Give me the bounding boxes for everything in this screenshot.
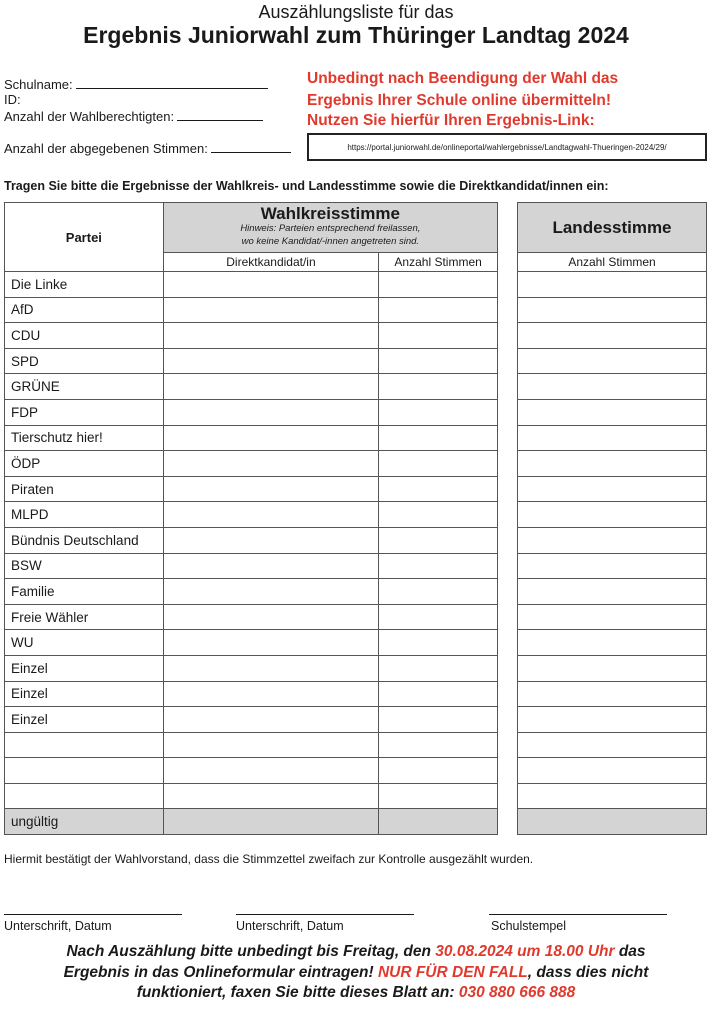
state-row	[518, 348, 707, 374]
state-votes-cell[interactable]	[518, 297, 707, 323]
party-row	[5, 425, 498, 451]
state-row	[518, 681, 707, 707]
constituency-votes-cell[interactable]	[379, 707, 498, 733]
candidate-cell[interactable]	[163, 707, 379, 733]
candidate-cell[interactable]	[163, 272, 379, 298]
party-row	[5, 297, 498, 323]
party-name: Bündnis Deutschland	[5, 527, 164, 553]
party-name: Freie Wähler	[5, 604, 164, 630]
candidate-cell[interactable]	[163, 579, 379, 605]
state-row	[518, 374, 707, 400]
constituency-votes-cell[interactable]	[379, 732, 498, 758]
party-name: CDU	[5, 323, 164, 349]
party-row	[5, 272, 498, 298]
candidate-cell[interactable]	[163, 451, 379, 477]
party-row	[5, 655, 498, 681]
candidate-cell[interactable]	[163, 348, 379, 374]
candidate-cell[interactable]	[163, 604, 379, 630]
constituency-votes-cell[interactable]	[379, 681, 498, 707]
constituency-votes-cell[interactable]	[379, 272, 498, 298]
party-name: Einzel	[5, 707, 164, 733]
party-name: WU	[5, 630, 164, 656]
invalid-row	[5, 809, 498, 835]
candidate-cell[interactable]	[163, 374, 379, 400]
candidate-cell[interactable]	[163, 502, 379, 528]
constituency-hint-line2: wo keine Kandidat/-innen angetreten sind.	[241, 236, 420, 247]
state-votes-cell[interactable]	[518, 809, 707, 835]
state-votes-cell[interactable]	[518, 451, 707, 477]
party-name: BSW	[5, 553, 164, 579]
votes-cast-label: Anzahl der abgegebenen Stimmen:	[4, 141, 208, 156]
state-row	[518, 630, 707, 656]
stamp-line[interactable]	[489, 914, 667, 915]
candidate-column-header: Direktkandidat/in	[163, 253, 379, 272]
candidate-cell[interactable]	[163, 323, 379, 349]
state-votes-cell[interactable]	[518, 425, 707, 451]
party-name: FDP	[5, 399, 164, 425]
state-votes-cell[interactable]	[518, 579, 707, 605]
party-name: Die Linke	[5, 272, 164, 298]
party-row	[5, 374, 498, 400]
instruction-text: Tragen Sie bitte die Ergebnisse der Wahlkreis- und Landesstimme sowie die Direktkandidat/innen ein:	[4, 179, 609, 193]
constituency-votes-cell[interactable]	[379, 323, 498, 349]
state-row	[518, 758, 707, 784]
footer-notice	[0, 942, 712, 1004]
schoolname-label: Schulname:	[4, 77, 73, 92]
fax-number: 030 880 666 888	[458, 984, 576, 1001]
party-name: SPD	[5, 348, 164, 374]
party-row	[5, 579, 498, 605]
footer-text-1: Nach Auszählung bitte unbedingt bis Freitag, den	[66, 943, 436, 960]
constituency-votes-cell[interactable]	[379, 809, 498, 835]
candidate-cell[interactable]	[163, 809, 379, 835]
constituency-votes-cell[interactable]	[379, 502, 498, 528]
constituency-hint-line1: Hinweis: Parteien entsprechend freilassen,	[240, 223, 421, 234]
party-row	[5, 399, 498, 425]
state-row	[518, 655, 707, 681]
state-row	[518, 604, 707, 630]
party-row	[5, 323, 498, 349]
party-row	[5, 630, 498, 656]
state-row	[518, 399, 707, 425]
signature-label-2: Unterschrift, Datum	[236, 919, 344, 933]
constituency-title: Wahlkreisstimme	[260, 204, 400, 223]
constituency-votes-cell[interactable]	[379, 425, 498, 451]
state-votes-cell[interactable]	[518, 476, 707, 502]
candidate-cell[interactable]	[163, 297, 379, 323]
notice-line2: Ergebnis Ihrer Schule online übermitteln!	[307, 92, 612, 109]
state-votes-cell[interactable]	[518, 783, 707, 809]
footer-text-3: Ergebnis in das Onlineformular eintragen!	[63, 963, 378, 981]
party-name: Piraten	[5, 476, 164, 502]
constituency-votes-cell[interactable]	[379, 553, 498, 579]
state-row	[518, 527, 707, 553]
state-votes-cell[interactable]	[518, 758, 707, 784]
confirmation-text: Hiermit bestätigt der Wahlvorstand, dass die Stimmzettel zweifach zur Kontrolle ausgezählt wurden.	[4, 852, 534, 866]
party-name: MLPD	[5, 502, 164, 528]
eligible-voters-field[interactable]	[4, 108, 263, 124]
constituency-table	[4, 202, 498, 835]
state-row	[518, 297, 707, 323]
form-title: Ergebnis Juniorwahl zum Thüringer Landtag 2024	[83, 22, 629, 48]
constituency-votes-cell[interactable]	[379, 476, 498, 502]
state-votes-cell[interactable]	[518, 630, 707, 656]
stamp-label: Schulstempel	[491, 919, 567, 933]
constituency-header	[163, 203, 497, 253]
party-header: Partei	[5, 203, 164, 272]
state-votes-cell[interactable]	[518, 374, 707, 400]
votes-cast-line	[211, 140, 291, 153]
party-name: Familie	[5, 579, 164, 605]
candidate-cell[interactable]	[163, 399, 379, 425]
form-title-line1: Auszählungsliste für das	[258, 2, 454, 22]
party-name	[5, 758, 164, 784]
party-name: Einzel	[5, 681, 164, 707]
constituency-votes-cell[interactable]	[379, 758, 498, 784]
party-name: Einzel	[5, 655, 164, 681]
state-votes-cell[interactable]	[518, 323, 707, 349]
constituency-votes-cell[interactable]	[379, 297, 498, 323]
party-row	[5, 707, 498, 733]
state-votes-cell[interactable]	[518, 502, 707, 528]
party-name: Tierschutz hier!	[5, 425, 164, 451]
state-vote-header: Landesstimme	[518, 203, 707, 253]
constituency-votes-cell[interactable]	[379, 579, 498, 605]
state-row	[518, 732, 707, 758]
state-vote-table	[517, 202, 707, 835]
signature-line-2[interactable]	[236, 914, 414, 915]
footer-text-2: das	[614, 943, 646, 960]
state-row	[518, 451, 707, 477]
state-row	[518, 272, 707, 298]
state-row	[518, 425, 707, 451]
state-row	[518, 707, 707, 733]
candidate-cell[interactable]	[163, 732, 379, 758]
signature-label-1: Unterschrift, Datum	[4, 919, 112, 933]
result-link-box[interactable]	[307, 133, 707, 161]
state-votes-cell[interactable]	[518, 553, 707, 579]
party-row	[5, 348, 498, 374]
votes-cast-field[interactable]	[4, 140, 291, 156]
state-votes-cell[interactable]	[518, 348, 707, 374]
state-row	[518, 323, 707, 349]
footer-line1	[0, 942, 712, 963]
party-row	[5, 476, 498, 502]
state-row	[518, 502, 707, 528]
state-row	[518, 476, 707, 502]
party-name	[5, 783, 164, 809]
eligible-voters-line	[177, 108, 263, 121]
candidate-cell[interactable]	[163, 758, 379, 784]
party-row	[5, 783, 498, 809]
constituency-votes-cell[interactable]	[379, 604, 498, 630]
constituency-votes-cell[interactable]	[379, 783, 498, 809]
state-votes-column-header: Anzahl Stimmen	[518, 253, 707, 272]
id-label: ID:	[4, 92, 21, 107]
invalid-state-row	[518, 809, 707, 835]
notice-line3: Nutzen Sie hierfür Ihren Ergebnis-Link:	[307, 112, 595, 129]
constituency-votes-cell[interactable]	[379, 451, 498, 477]
constituency-votes-cell[interactable]	[379, 655, 498, 681]
state-row	[518, 579, 707, 605]
footer-text-4: , dass dies nicht	[527, 963, 649, 981]
state-votes-cell[interactable]	[518, 527, 707, 553]
state-row	[518, 553, 707, 579]
state-votes-cell[interactable]	[518, 681, 707, 707]
candidate-cell[interactable]	[163, 476, 379, 502]
schoolname-field[interactable]	[4, 76, 268, 92]
candidate-cell[interactable]	[163, 527, 379, 553]
eligible-voters-label: Anzahl der Wahlberechtigten:	[4, 109, 175, 124]
notice-line1: Unbedingt nach Beendigung der Wahl das	[307, 70, 619, 87]
party-row	[5, 681, 498, 707]
party-row	[5, 758, 498, 784]
state-row	[518, 783, 707, 809]
candidate-cell[interactable]	[163, 783, 379, 809]
party-name: GRÜNE	[5, 374, 164, 400]
constituency-votes-cell[interactable]	[379, 374, 498, 400]
state-votes-cell[interactable]	[518, 272, 707, 298]
constituency-votes-column-header: Anzahl Stimmen	[379, 253, 498, 272]
signature-line-1[interactable]	[4, 914, 182, 915]
result-link[interactable]: https://portal.juniorwahl.de/onlineportal/wahlergebnisse/Landtagwahl-Thueringen-2024/29/	[347, 142, 667, 152]
party-name	[5, 732, 164, 758]
party-row	[5, 553, 498, 579]
constituency-votes-cell[interactable]	[379, 399, 498, 425]
party-row	[5, 527, 498, 553]
invalid-label: ungültig	[5, 809, 164, 835]
candidate-cell[interactable]	[163, 425, 379, 451]
only-if-warning: NUR FÜR DEN FALL	[377, 963, 528, 981]
constituency-votes-cell[interactable]	[379, 527, 498, 553]
party-name: AfD	[5, 297, 164, 323]
party-row	[5, 732, 498, 758]
party-name: ÖDP	[5, 451, 164, 477]
party-row	[5, 451, 498, 477]
state-votes-cell[interactable]	[518, 707, 707, 733]
state-votes-cell[interactable]	[518, 604, 707, 630]
constituency-votes-cell[interactable]	[379, 630, 498, 656]
candidate-cell[interactable]	[163, 681, 379, 707]
footer-line3	[0, 983, 712, 1004]
state-votes-cell[interactable]	[518, 732, 707, 758]
deadline: 30.08.2024 um 18.00 Uhr	[435, 943, 615, 960]
footer-text-5: funktioniert, faxen Sie bitte dieses Blatt an:	[136, 984, 459, 1001]
schoolname-line	[76, 76, 268, 89]
state-votes-cell[interactable]	[518, 655, 707, 681]
state-votes-cell[interactable]	[518, 399, 707, 425]
candidate-cell[interactable]	[163, 553, 379, 579]
constituency-votes-cell[interactable]	[379, 348, 498, 374]
party-row	[5, 604, 498, 630]
candidate-cell[interactable]	[163, 630, 379, 656]
footer-line2	[0, 963, 712, 984]
candidate-cell[interactable]	[163, 655, 379, 681]
party-row	[5, 502, 498, 528]
